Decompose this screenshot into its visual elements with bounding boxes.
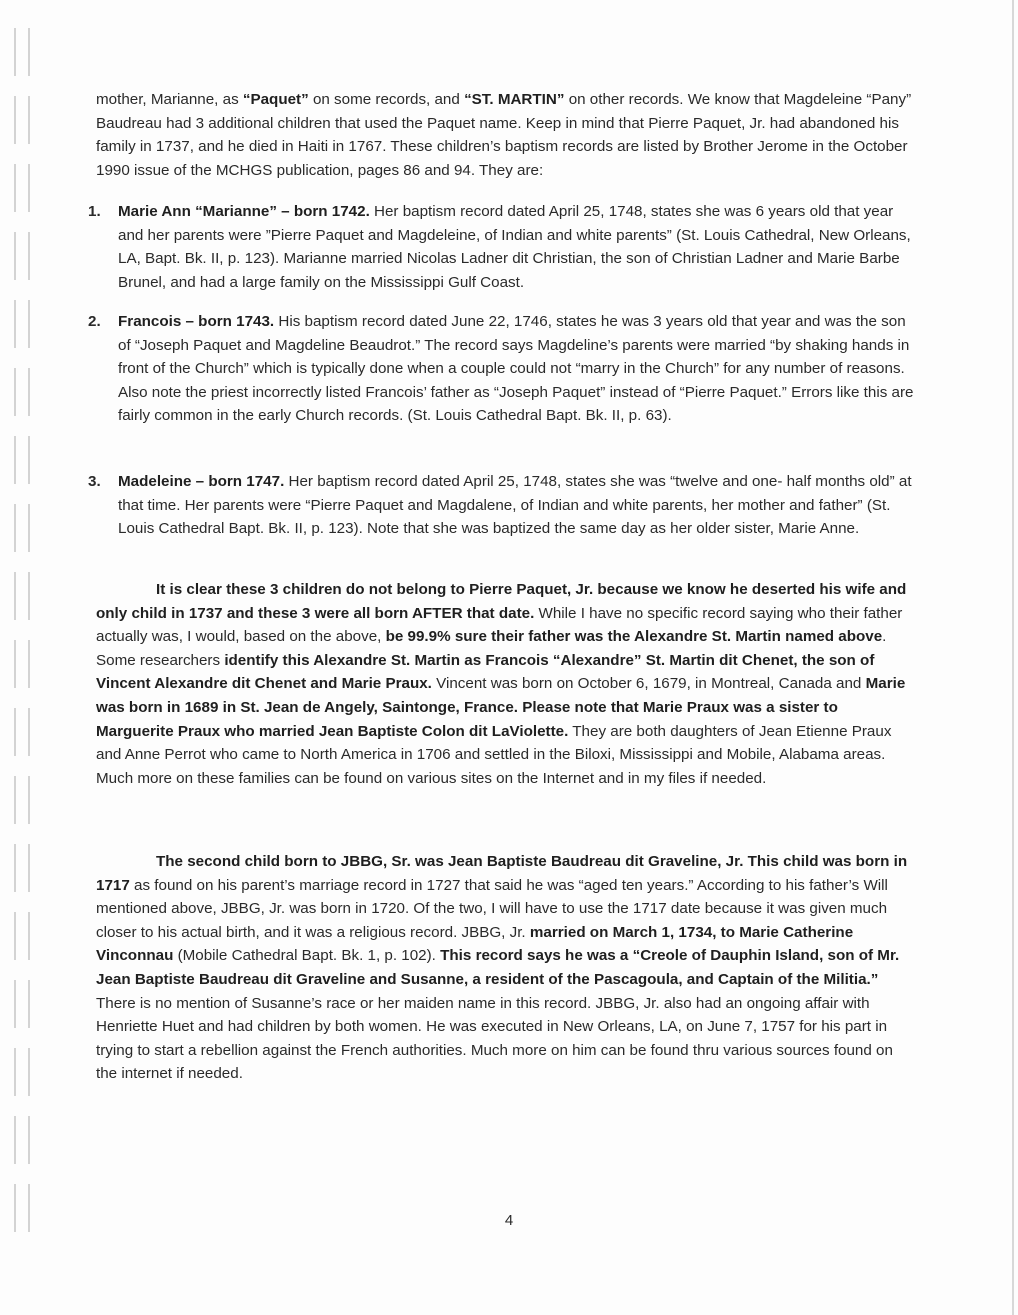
- binder-hole: [14, 1048, 30, 1096]
- text-run: (Mobile Cathedral Bapt. Bk. 1, p. 102).: [173, 947, 441, 965]
- text-run: mother, Marianne, as: [96, 91, 243, 108]
- bold-run: Marie was born in 1689 in St. Jean de Angely, Saintonge, France. Please note that Marie Praux was a sister to Marguerite Praux who married Jean Baptiste Colon dit LaViolette.: [96, 675, 906, 740]
- binder-hole: [14, 436, 30, 484]
- list-item: [88, 200, 918, 294]
- bold-run: identify this Alexandre St. Martin as Francois “Alexandre” St. Martin dit Chenet, the son of Vincent Alexandre dit Chenet and Marie Praux.: [96, 651, 875, 693]
- bold-run: It is clear these 3 children do not belong to Pierre Paquet, Jr. because we know he deserted his wife and only child in 1737 and these 3 were all born AFTER that date.: [96, 581, 907, 622]
- conclusion-paragraph: [96, 578, 916, 790]
- binder-margin: [14, 28, 38, 1252]
- page-number: 4: [504, 1212, 514, 1229]
- text-run: They are both daughters of Jean Etienne Praux and Anne Perrot who came to North America in 1706 and settled in the Biloxi, Mississippi and Mobile, Alabama areas. Much more on these families can be found on various sites on the Internet and in my files if needed.: [96, 722, 892, 787]
- child-heading: Madeleine – born 1747.: [118, 473, 285, 490]
- binder-hole: [14, 164, 30, 212]
- intro-paragraph: [96, 88, 916, 182]
- binder-hole: [14, 96, 30, 144]
- binder-hole: [14, 980, 30, 1028]
- bold-run: “Paquet”: [242, 91, 309, 108]
- binder-hole: [14, 232, 30, 280]
- child-text: Her baptism record dated April 25, 1748, states she was 6 years old that year and her parents were ”Pierre Paquet and Magdeleine, of Indian and white parents” (St. Louis Cathedral, New Orleans, LA, Bapt. Bk. II, p. 123). Marianne married Nicolas Ladner dit Christian, the son of Christian Ladner and Marie Barbe Brunel, and had a large family on the Mississippi Gulf Coast.: [118, 203, 911, 291]
- binder-hole: [14, 300, 30, 348]
- second-child-paragraph: [96, 850, 916, 1086]
- list-number: 1.: [88, 203, 101, 220]
- binder-hole: [14, 28, 30, 76]
- list-item: [88, 310, 918, 428]
- bold-run: This record says he was a “Creole of Dauphin Island, son of Mr. Jean Baptiste Baudreau dit Graveline and Susanne, a resident of the Pascagoula, and Captain of the Militia.”: [96, 947, 900, 988]
- children-list: [88, 310, 918, 428]
- page-edge: [1012, 0, 1014, 1315]
- child-heading: Marie Ann “Marianne” – born 1742.: [118, 203, 370, 220]
- binder-hole: [14, 776, 30, 824]
- bold-run: married on March 1, 1734, to Marie Catherine Vinconnau: [96, 923, 854, 965]
- binder-hole: [14, 504, 30, 552]
- list-item: [88, 470, 918, 541]
- child-text: Her baptism record dated April 25, 1748, states she was “twelve and one- half months old” at that time. Her parents were “Pierre Paquet and Magdalene, of Indian and white parents, her mother and father” (St. Louis Cathedral Bapt. Bk. II, p. 123). Note that she was baptized the same day as her older sister, Marie Anne.: [118, 473, 912, 538]
- children-list: [88, 470, 918, 541]
- text-run: . Some researchers: [96, 628, 887, 669]
- binder-hole: [14, 912, 30, 960]
- list-number: 2.: [88, 313, 101, 330]
- binder-hole: [14, 640, 30, 688]
- text-run: on other records. We know that Magdeleine “Pany” Baudreau had 3 additional children that used the Paquet name. Keep in mind that Pierre Paquet, Jr. had abandoned his family in 1737, and he died in Haiti in 1767. These children’s baptism records are listed by Brother Jerome in the October 1990 issue of the MCHGS publication, pages 86 and 94. They are:: [96, 91, 912, 179]
- text-run: Vincent was born on October 6, 1679, in Montreal, Canada and: [431, 675, 866, 693]
- text-run: There is no mention of Susanne’s race or her maiden name in this record. JBBG, Jr. also had an ongoing affair with Henriette Huet and had children by both women. He was executed in New Orleans, LA, on June 7, 1757 for his part in trying to start a rebellion against the French authorities. Much more on him can be found thru various sources found on the internet if needed.: [96, 994, 893, 1083]
- binder-hole: [14, 1116, 30, 1164]
- binder-hole: [14, 844, 30, 892]
- bold-run: “ST. MARTIN”: [464, 91, 565, 108]
- bold-run: be 99.9% sure their father was the Alexandre St. Martin named above: [385, 628, 883, 646]
- children-list: [88, 200, 918, 294]
- binder-hole: [14, 708, 30, 756]
- bold-run: The second child born to JBBG, Sr. was Jean Baptiste Baudreau dit Graveline, Jr. This child was born in 1717: [96, 853, 908, 894]
- binder-hole: [14, 572, 30, 620]
- child-text: His baptism record dated June 22, 1746, states he was 3 years old that year and was the son of “Joseph Paquet and Magdeline Beaudrot.” The record says Magdeline’s parents were married “by shaking hands in front of the Church” which is typically done when a couple could not “marry in the Church” for any number of reasons. Also note the priest incorrectly listed Francois’ father as “Joseph Paquet” instead of “Pierre Paquet.” Errors like this are fairly common in the early Church records. (St. Louis Cathedral Bapt. Bk. II, p. 63).: [118, 313, 914, 425]
- text-run: as found on his parent’s marriage record in 1727 that said he was “aged ten years.” According to his father’s Will mentioned above, JBBG, Jr. was born in 1720. Of the two, I will have to use the 1717 date because it was given much closer to his actual birth, and it was a religious record. JBBG, Jr.: [96, 876, 888, 941]
- list-number: 3.: [88, 473, 101, 490]
- binder-hole: [14, 368, 30, 416]
- child-heading: Francois – born 1743.: [118, 313, 275, 330]
- text-run: While I have no specific record saying who their father actually was, I would, based on the above,: [96, 604, 903, 646]
- text-run: on some records, and: [308, 91, 465, 108]
